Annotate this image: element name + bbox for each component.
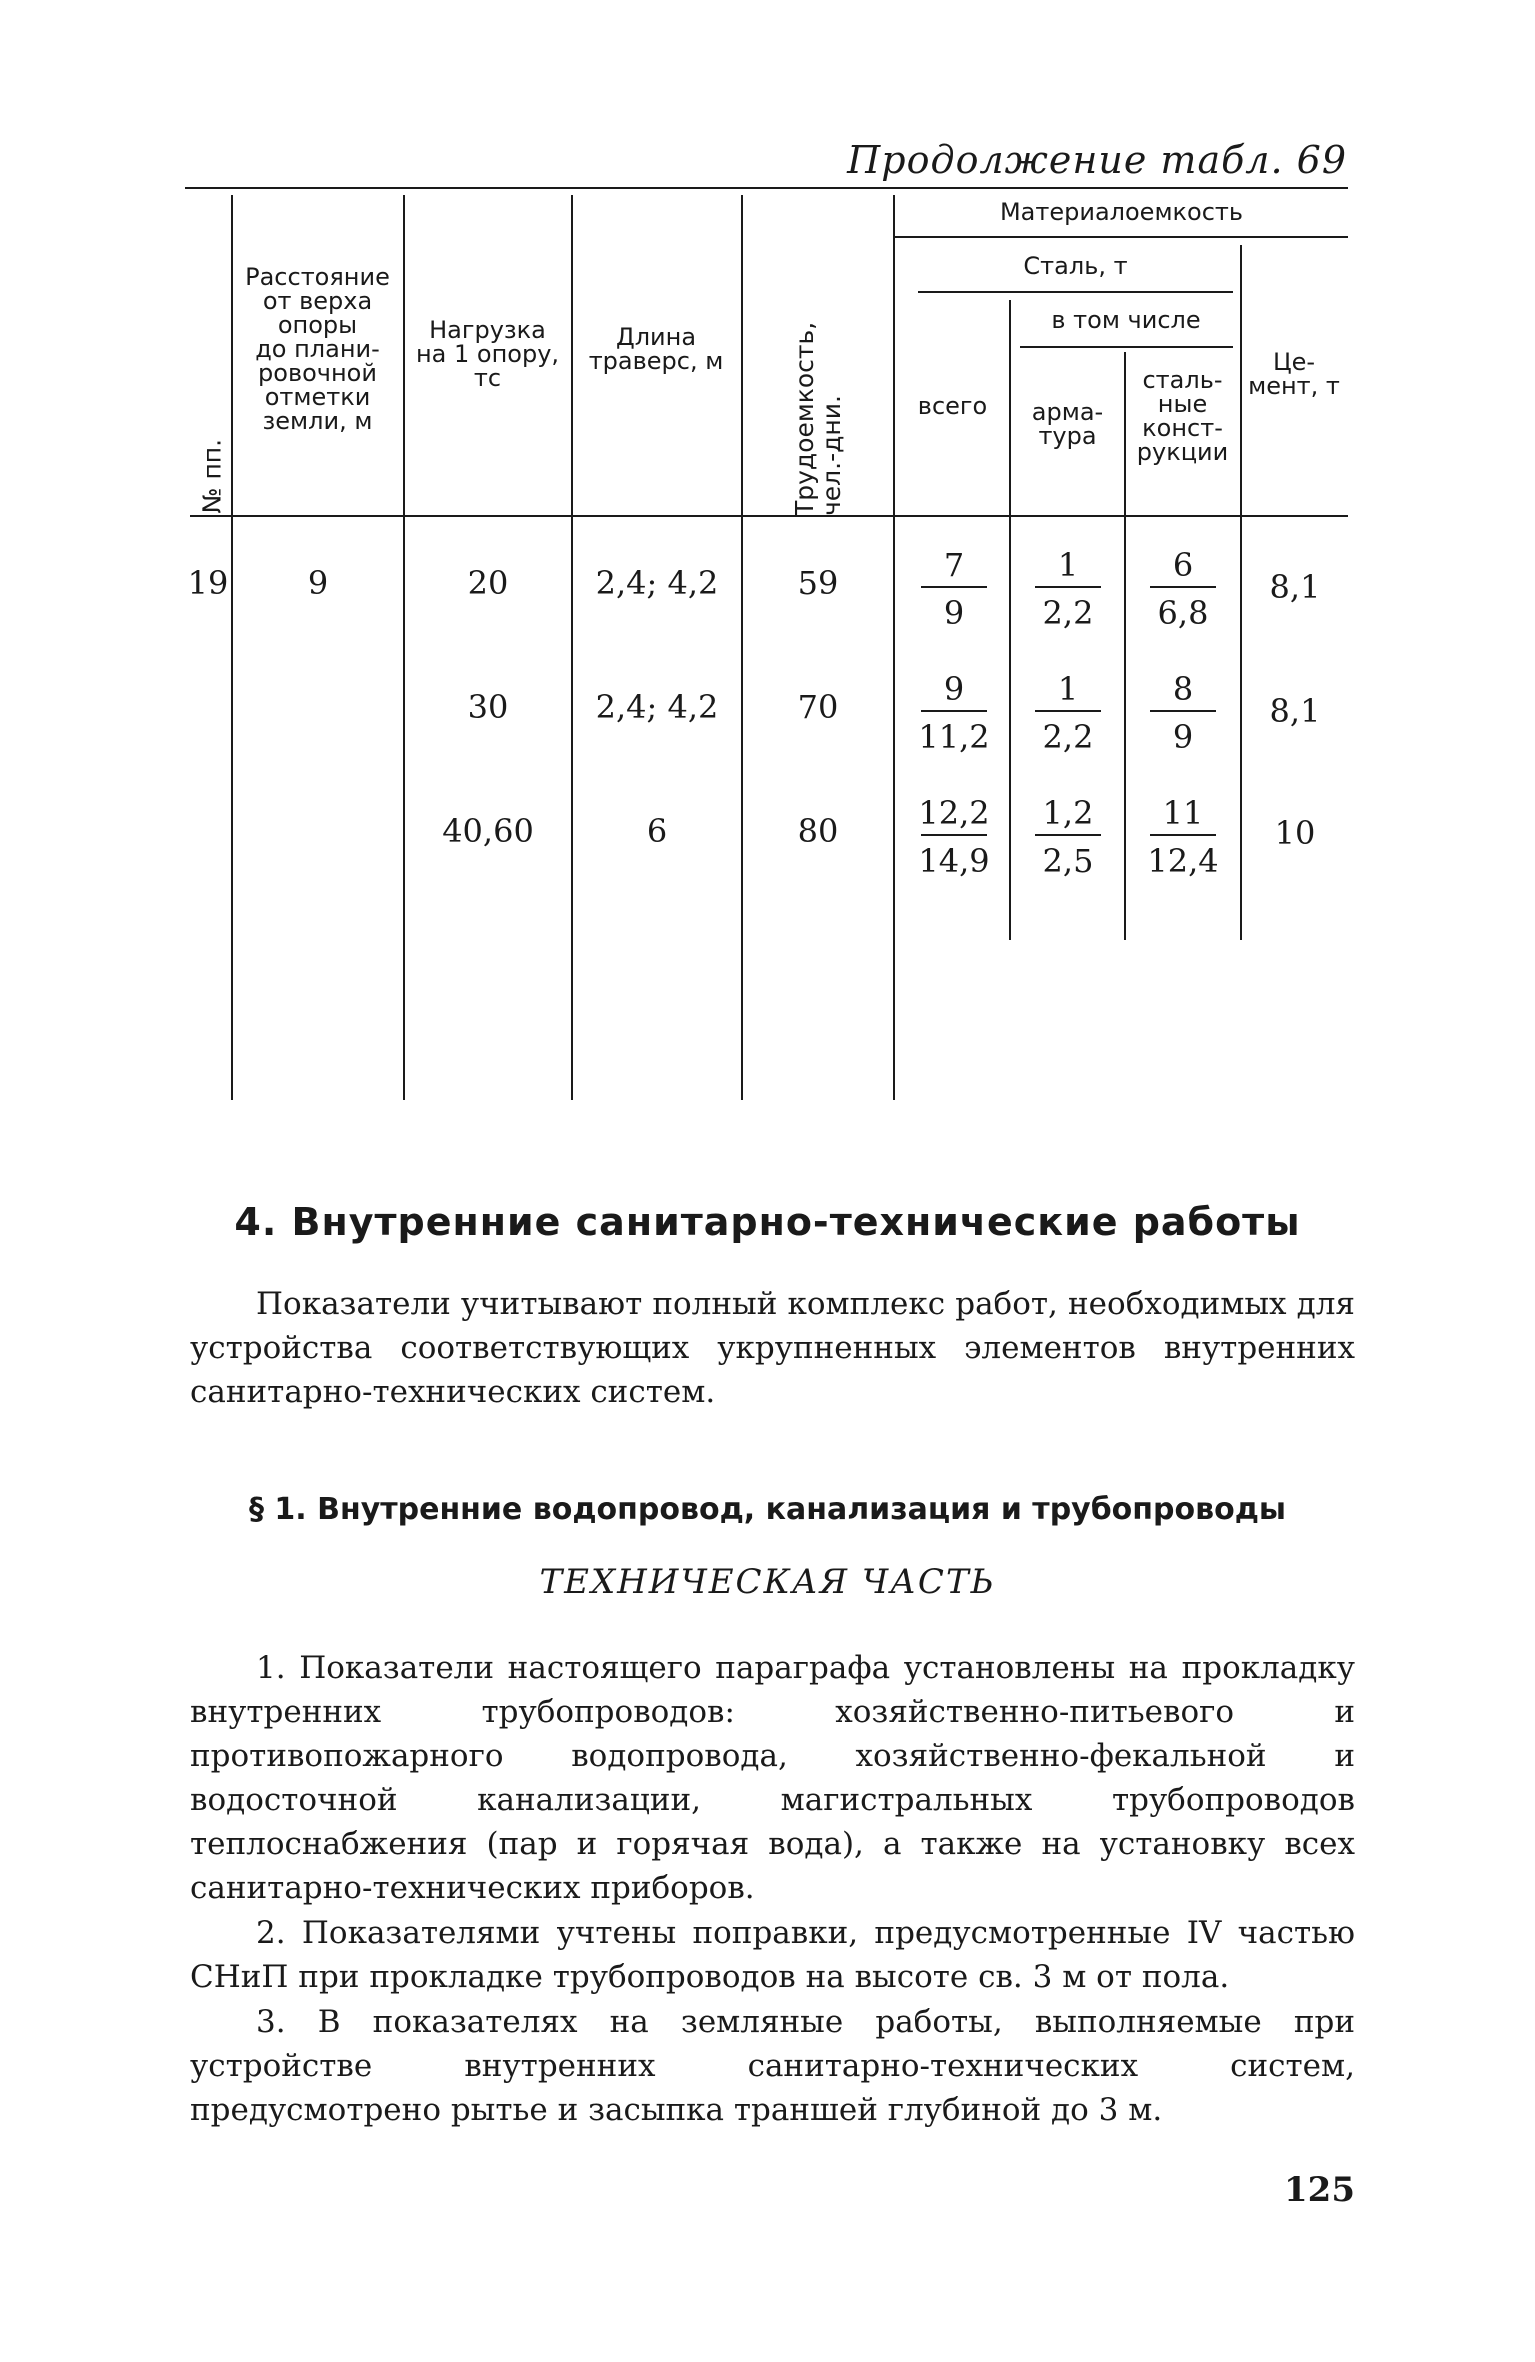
header-distance: Расстояние от верха опоры до плани- ровочной отметки земли, м xyxy=(245,263,390,435)
header-total: всего xyxy=(917,392,988,420)
row2-length: 2,4; 4,2 xyxy=(595,688,719,726)
row2-total-numerator: 9 xyxy=(943,670,965,708)
row3-rebar-fraction xyxy=(1013,795,1123,879)
row2-steel-denominator: 9 xyxy=(1172,718,1194,756)
header-incl: в том числе xyxy=(1051,306,1201,334)
row1-steel-fraction xyxy=(1128,547,1238,631)
row2-steel-fraction xyxy=(1128,671,1238,755)
fraction-bar xyxy=(1035,586,1101,588)
section-title: 4. Внутренние санитарно-технические работы xyxy=(234,1200,1301,1244)
row1-labor: 59 xyxy=(797,564,839,602)
row3-length: 6 xyxy=(646,812,668,850)
row1-rebar-fraction xyxy=(1013,547,1123,631)
materials-table xyxy=(0,0,1535,1110)
header-materials: Материалоемкость xyxy=(999,198,1244,226)
incl-rule xyxy=(1020,346,1233,348)
row3-steel-denominator: 12,4 xyxy=(1147,842,1219,880)
row1-distance: 9 xyxy=(307,564,329,602)
row1-load: 20 xyxy=(467,564,509,602)
row3-load: 40,60 xyxy=(442,812,534,850)
row2-steel-numerator: 8 xyxy=(1172,670,1194,708)
row1-steel-denominator: 6,8 xyxy=(1157,594,1209,632)
page-number: 125 xyxy=(1284,2170,1355,2210)
header-num: № пп. xyxy=(197,438,227,514)
fraction-bar xyxy=(921,834,987,836)
row2-load: 30 xyxy=(467,688,509,726)
row3-steel-fraction xyxy=(1128,795,1238,879)
row1-num: 19 xyxy=(187,564,229,602)
row1-length: 2,4; 4,2 xyxy=(595,564,719,602)
paragraph-2: 2. Показателями учтены поправки, предусмотренные IV частью СНиП при прокладке трубопроводов на высоте св. 3 м от пола. xyxy=(190,1915,1355,1995)
row2-labor: 70 xyxy=(797,688,839,726)
technical-part-heading: ТЕХНИЧЕСКАЯ ЧАСТЬ xyxy=(539,1562,996,1602)
header-steel: Сталь, т xyxy=(1023,252,1128,280)
header-steel-struct: сталь- ные конст- рукции xyxy=(1136,366,1229,466)
fraction-bar xyxy=(1150,586,1216,588)
row1-total-denominator: 9 xyxy=(943,594,965,632)
header-labor: Трудоемкость, чел.-дни. xyxy=(790,321,846,516)
header-cement: Це- мент, т xyxy=(1248,348,1340,400)
row2-rebar-fraction xyxy=(1013,671,1123,755)
header-bottom-rule xyxy=(190,515,1348,517)
materials-rule xyxy=(895,236,1348,238)
row3-total-numerator: 12,2 xyxy=(918,794,990,832)
row1-rebar-denominator: 2,2 xyxy=(1042,594,1094,632)
row2-cement: 8,1 xyxy=(1269,692,1321,730)
row3-total-denominator: 14,9 xyxy=(918,842,990,880)
fraction-bar xyxy=(1150,710,1216,712)
intro-paragraph: Показатели учитывают полный комплекс работ, необходимых для устройства соответствующих укрупненных элементов внутренних санитарно-технических систем. xyxy=(190,1286,1355,1410)
row3-rebar-denominator: 2,5 xyxy=(1042,842,1094,880)
row1-cement: 8,1 xyxy=(1269,568,1321,606)
fraction-bar xyxy=(921,710,987,712)
row2-total-fraction xyxy=(899,671,1009,755)
row3-cement: 10 xyxy=(1274,814,1316,852)
header-load: Нагрузка на 1 опору, тс xyxy=(415,316,560,392)
row1-total-numerator: 7 xyxy=(943,546,965,584)
table-top-rule xyxy=(185,187,1348,189)
row2-total-denominator: 11,2 xyxy=(918,718,990,756)
paragraph-1: 1. Показатели настоящего параграфа установлены на прокладку внутренних трубопроводов: хозяйственно-питьевого и противопожарного водопровода, хозяйственно-фекальной и водосточной канализации, магистральных трубопроводов теплоснабжения (пар и горячая вода), а также на установку всех санитарно-технических приборов. xyxy=(190,1650,1355,1906)
col-divider xyxy=(893,195,895,1100)
fraction-bar xyxy=(1035,710,1101,712)
row3-labor: 80 xyxy=(797,812,839,850)
row1-total-fraction xyxy=(899,547,1009,631)
steel-rule xyxy=(918,291,1233,293)
row3-total-fraction xyxy=(899,795,1009,879)
fraction-bar xyxy=(921,586,987,588)
subsection-title: § 1. Внутренние водопровод, канализация и трубопроводы xyxy=(248,1492,1287,1527)
row1-steel-numerator: 6 xyxy=(1172,546,1194,584)
fraction-bar xyxy=(1035,834,1101,836)
row2-rebar-denominator: 2,2 xyxy=(1042,718,1094,756)
row1-rebar-numerator: 1 xyxy=(1057,546,1079,584)
row3-steel-numerator: 11 xyxy=(1162,794,1204,832)
table-caption: Продолжение табл. 69 xyxy=(847,138,1347,182)
header-rebar: арма- тура xyxy=(1031,398,1104,450)
row2-rebar-numerator: 1 xyxy=(1057,670,1079,708)
row3-rebar-numerator: 1,2 xyxy=(1042,794,1094,832)
header-length: Длина траверс, м xyxy=(588,323,724,375)
fraction-bar xyxy=(1150,834,1216,836)
paragraph-3: 3. В показателях на земляные работы, выполняемые при устройстве внутренних санитарно-технических систем, предусмотрено рытье и засыпка траншей глубиной до 3 м. xyxy=(190,2004,1355,2128)
